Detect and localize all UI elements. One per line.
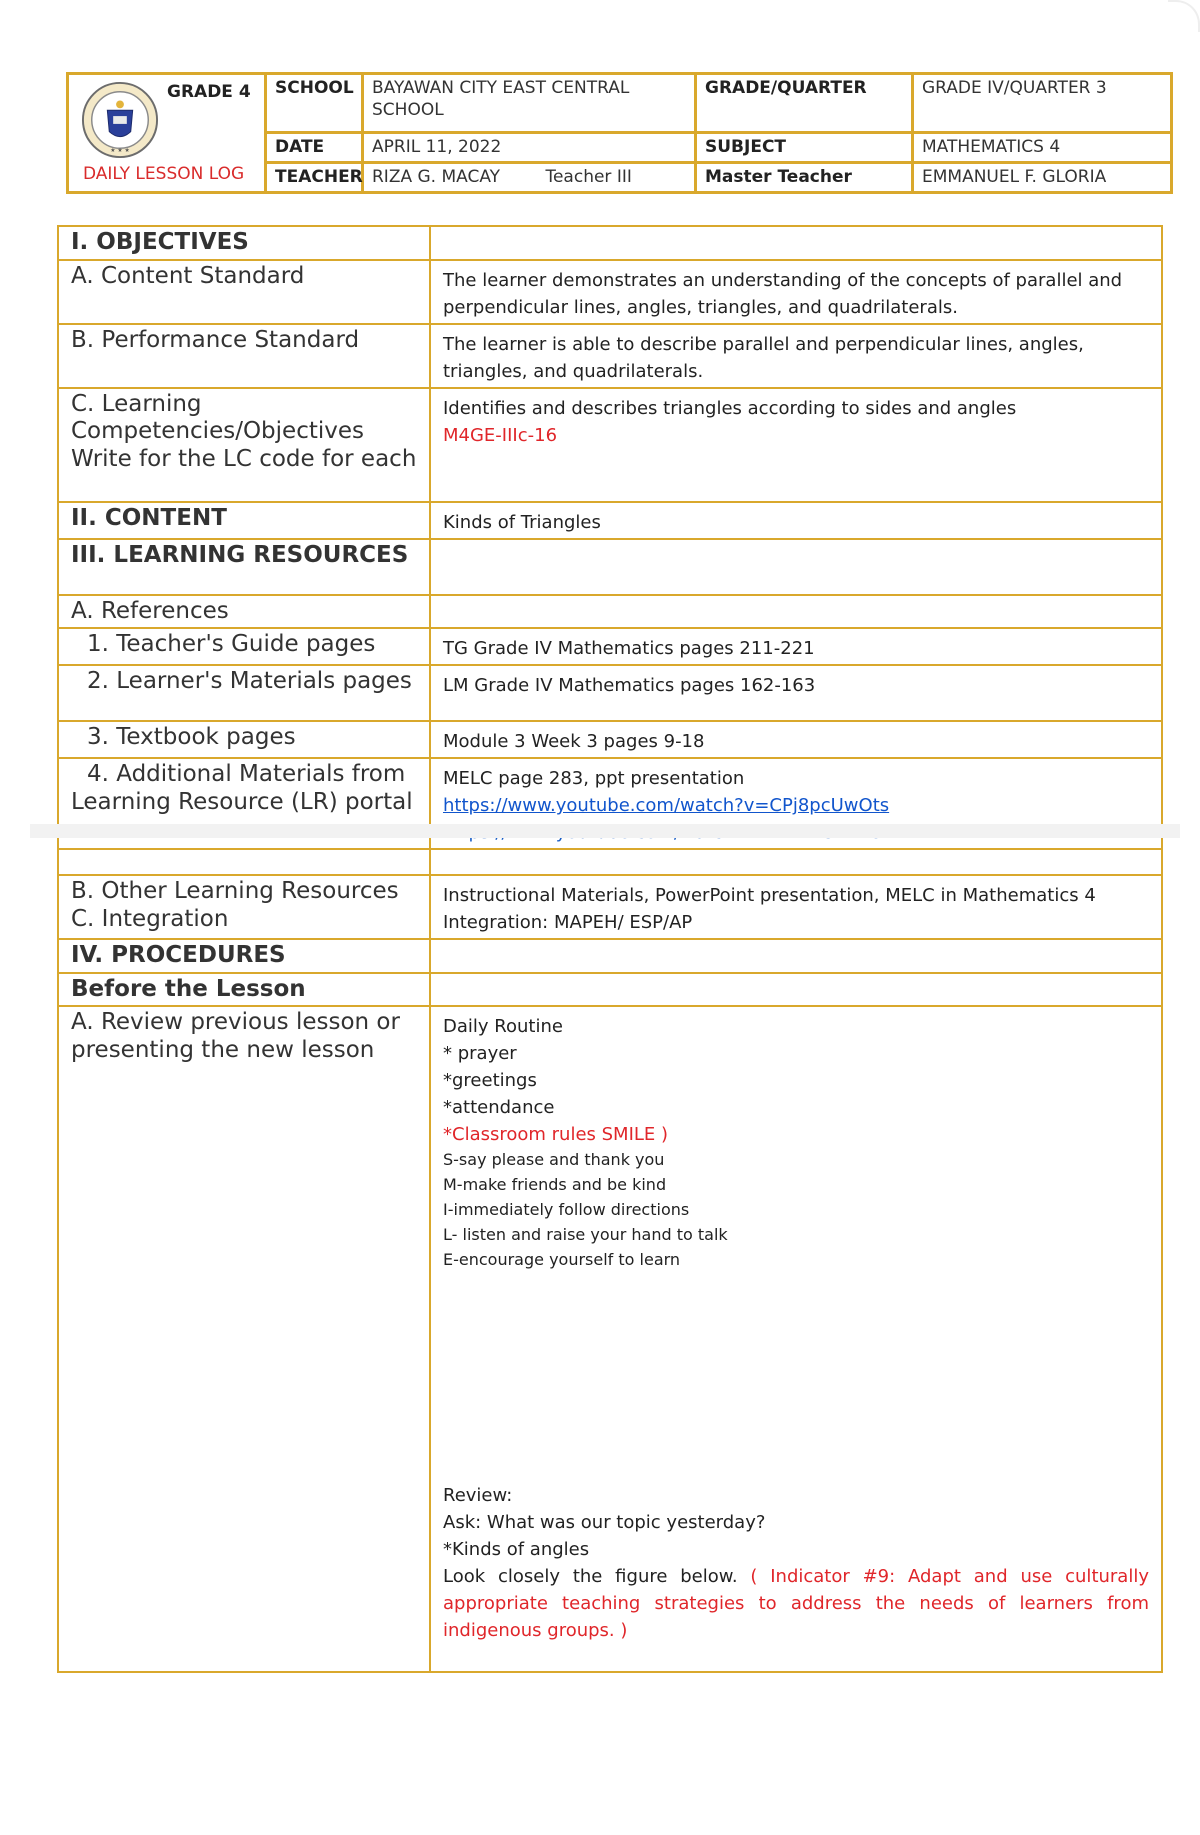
master-teacher-value: EMMANUEL F. GLORIA: [913, 163, 1172, 193]
learning-resources-empty: [430, 539, 1162, 595]
before-lesson-empty: [430, 973, 1162, 1007]
smile-list: [443, 1148, 1149, 1272]
content-value: Kinds of Triangles: [430, 502, 1162, 539]
content-standard-label: A. Content Standard: [58, 260, 430, 324]
grade-quarter-label: GRADE/QUARTER: [696, 74, 913, 133]
page-corner: [1168, 0, 1200, 32]
lm-pages-text: 2. Learner's Materials pages: [87, 668, 412, 695]
gap-right: [430, 849, 1162, 875]
other-integration-label-cell: [58, 875, 430, 939]
review-lesson-label: A. Review previous lesson or presenting the new lesson: [58, 1006, 430, 1672]
smile-i: I-immediately follow directions: [443, 1199, 690, 1219]
performance-standard-value: The learner is able to describe parallel and perpendicular lines, angles, triangles, and quadrilaterals.: [430, 324, 1162, 388]
gap-left: [58, 849, 430, 875]
lm-pages-label: [58, 665, 430, 721]
teacher-name: RIZA G. MACAY: [372, 167, 501, 188]
grade-quarter-value: GRADE IV/QUARTER 3: [913, 74, 1172, 133]
procedures-empty: [430, 939, 1162, 973]
teacher-title: Teacher III: [545, 167, 632, 188]
teacher-cell: [363, 163, 696, 193]
additional-materials-text: 4. Additional Materials from Learning Resource (LR) portal: [71, 761, 413, 815]
textbook-pages-value: Module 3 Week 3 pages 9-18: [430, 721, 1162, 758]
header-table: [66, 72, 1173, 194]
routine-greetings: *greetings: [443, 1070, 537, 1092]
daily-lesson-log-label: DAILY LESSON LOG: [83, 164, 245, 184]
content-standard-value: The learner demonstrates an understanding of the concepts of parallel and perpendicular lines, angles, triangles, and quadrilaterals.: [430, 260, 1162, 324]
objectives-empty: [430, 226, 1162, 260]
integration-label: C. Integration: [71, 905, 229, 932]
review-look-closely: [443, 1563, 1149, 1644]
smile-s: S-say please and thank you: [443, 1150, 665, 1170]
additional-materials-value: MELC page 283, ppt presentation: [443, 768, 745, 790]
competency-code: M4GE-IIIc-16: [443, 424, 558, 446]
other-integration-value-cell: [430, 875, 1162, 939]
competencies-value: Identifies and describes triangles according to sides and angles: [443, 397, 1017, 419]
tg-pages-value: TG Grade IV Mathematics pages 211-221: [430, 628, 1162, 665]
objectives-heading: I. OBJECTIVES: [58, 226, 430, 260]
subject-value: MATHEMATICS 4: [913, 133, 1172, 163]
textbook-pages-text: 3. Textbook pages: [87, 724, 296, 751]
page-break-bar: [30, 824, 1180, 838]
youtube-link-1[interactable]: https://www.youtube.com/watch?v=CPj8pcUwOts: [443, 795, 890, 817]
date-value: APRIL 11, 2022: [363, 133, 696, 163]
school-value: BAYAWAN CITY EAST CENTRAL SCHOOL: [363, 74, 696, 133]
tg-pages-label: [58, 628, 430, 665]
smile-m: M-make friends and be kind: [443, 1175, 667, 1195]
date-label: DATE: [266, 133, 363, 163]
review-lesson-content: [430, 1006, 1162, 1672]
smile-e: E-encourage yourself to learn: [443, 1249, 681, 1269]
teacher-label: TEACHER: [266, 163, 363, 193]
smile-l: L- listen and raise your hand to talk: [443, 1224, 728, 1244]
review-heading: Review:: [443, 1485, 513, 1507]
classroom-rules: *Classroom rules SMILE ): [443, 1124, 669, 1146]
master-teacher-label: Master Teacher: [696, 163, 913, 193]
lesson-table: [57, 225, 1163, 1673]
routine-prayer: * prayer: [443, 1043, 517, 1065]
look-closely-text: Look closely the figure below.: [443, 1566, 738, 1588]
tg-pages-text: 1. Teacher's Guide pages: [87, 631, 376, 658]
deped-seal-icon: [81, 81, 159, 159]
performance-standard-label: B. Performance Standard: [58, 324, 430, 388]
logo-cell: [68, 74, 266, 193]
svg-text:★ ★ ★: ★ ★ ★: [110, 148, 130, 155]
review-block: [443, 1482, 1149, 1644]
review-kinds-of-angles: *Kinds of angles: [443, 1539, 590, 1561]
grade-label: GRADE 4: [167, 82, 251, 102]
references-label: A. References: [58, 595, 430, 629]
competencies-label: C. Learning Competencies/Objectives Write for the LC code for each: [58, 388, 430, 502]
learning-resources-heading: III. LEARNING RESOURCES: [58, 539, 430, 595]
references-empty: [430, 595, 1162, 629]
subject-label: SUBJECT: [696, 133, 913, 163]
school-label: SCHOOL: [266, 74, 363, 133]
lm-pages-value: LM Grade IV Mathematics pages 162-163: [430, 665, 1162, 721]
integration-value: Integration: MAPEH/ ESP/AP: [443, 912, 693, 934]
indicator-text: ( Indicator #9: Adapt and use culturally appropriate teaching strategies to address the needs of learners from indigenous groups. ): [443, 1566, 1149, 1642]
other-resources-value: Instructional Materials, PowerPoint presentation, MELC in Mathematics 4: [443, 885, 1096, 907]
content-heading: II. CONTENT: [58, 502, 430, 539]
procedures-heading: IV. PROCEDURES: [58, 939, 430, 973]
review-ask: Ask: What was our topic yesterday?: [443, 1512, 766, 1534]
routine-attendance: *attendance: [443, 1097, 555, 1119]
other-resources-label: B. Other Learning Resources: [71, 878, 399, 905]
textbook-pages-label: [58, 721, 430, 758]
competencies-cell: [430, 388, 1162, 502]
daily-routine: Daily Routine: [443, 1016, 563, 1038]
before-lesson-heading: Before the Lesson: [58, 973, 430, 1007]
